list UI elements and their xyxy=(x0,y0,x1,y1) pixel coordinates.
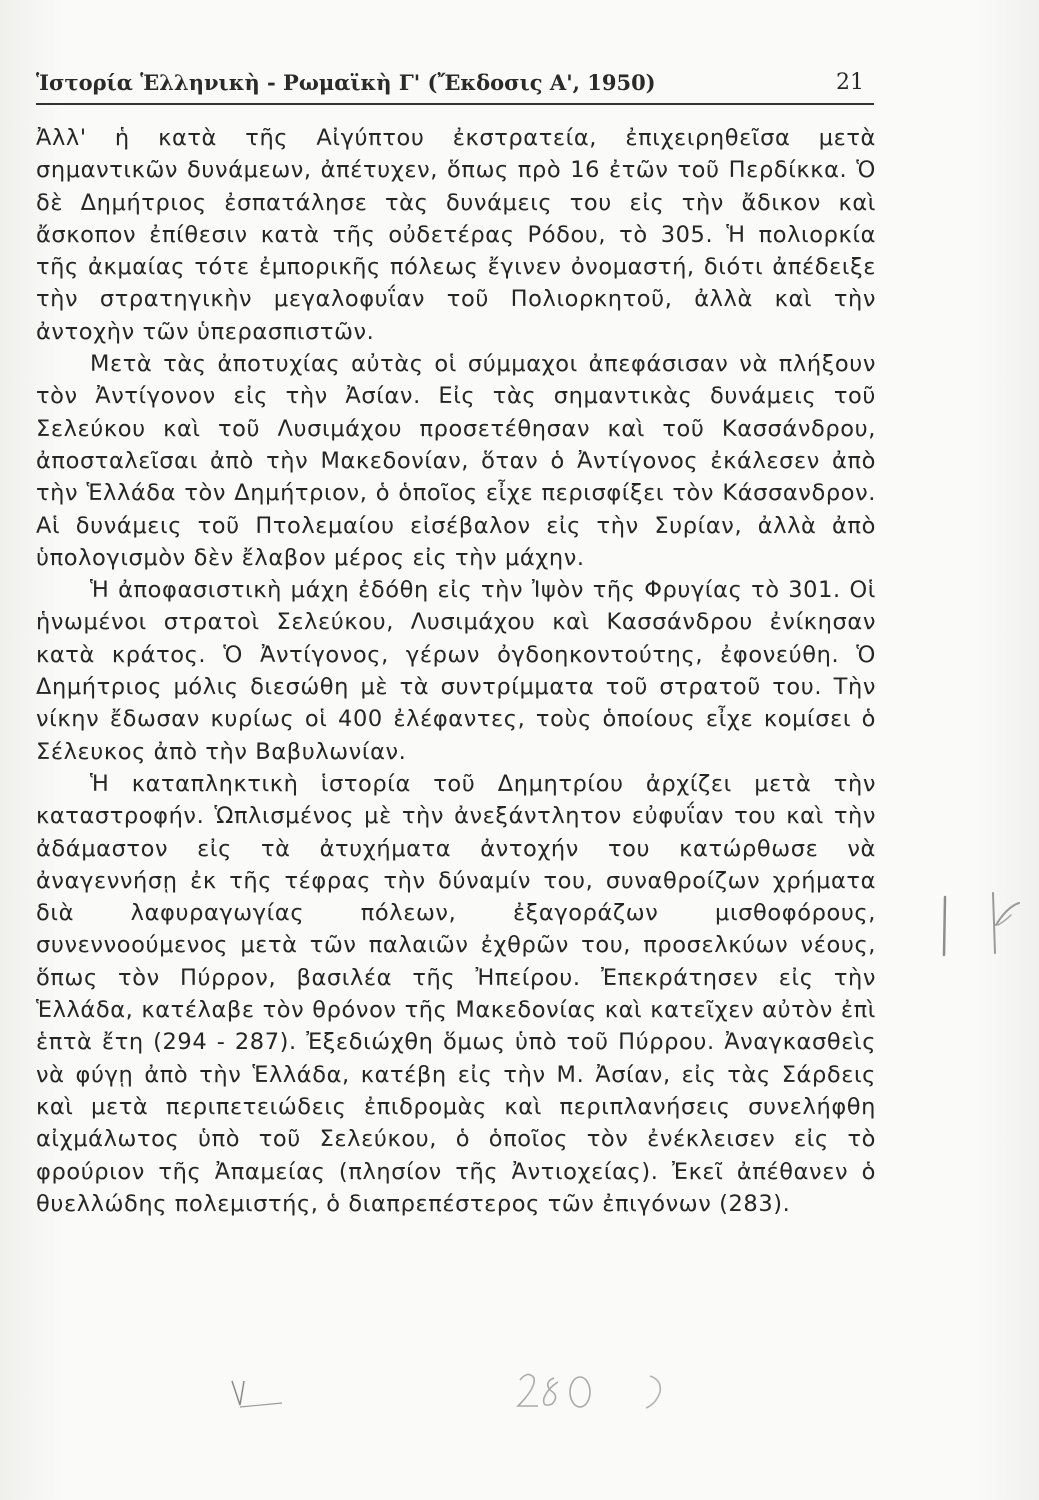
paragraph-3: Ἡ ἀποφασιστικὴ μάχη ἐδόθη εἰς τὴν Ἰψὸν τῆς Φρυγίας τὸ 301. Οἱ ἡνωμένοι στρατοὶ Σελεύκου, Λυσιμάχου καὶ Κασσάνδρου ἐνίκησαν κατὰ κράτος. Ὁ Ἀντίγονος, γέρων ὀγδοηκοντούτης, ἐφονεύθη. Ὁ Δημήτριος μόλις διεσώθη μὲ τὰ συντρίμματα τοῦ στρατοῦ του. Τὴν νίκην ἔδωσαν κυρίως οἱ 400 ἐλέφαντες, τοὺς ὁποίους εἶχε κομίσει ὁ Σέλευκος ἀπὸ τὴν Βαβυλωνίαν. xyxy=(36,577,876,765)
bottom-pencil-mark xyxy=(500,1362,680,1422)
paragraph-4: Ἡ καταπληκτικὴ ἱστορία τοῦ Δημητρίου ἀρχίζει μετὰ τὴν καταστροφήν. Ὡπλισμένος μὲ τὴν ἀνεξάντλητον εὐφυΐαν του καὶ τὴν ἀδάμαστον εἰς τὰ ἀτυχήματα ἀντοχήν του κατώρθωσε νὰ ἀναγεννήσῃ ἐκ τῆς τέφρας τὴν δύναμίν του, συναθροίζων χρήματα διὰ λαφυραγωγίας πόλεων, ἐξαγοράζων μισθοφόρους, συνεννοούμενος μετὰ τῶν παλαιῶν ἐχθρῶν του, προσελκύων νέους, ὅπως τὸν Πύρρον, βασιλέα τῆς Ἠπείρου. Ἐπεκράτησεν εἰς τὴν Ἑλλάδα, κατέλαβε τὸν θρόνον τῆς Μακεδονίας καὶ κατεῖχεν αὐτὸν ἐπὶ ἑπτὰ ἔτη (294 - 287). Ἐξεδιώχθη ὅμως ὑπὸ τοῦ Πύρρου. Ἀναγκασθεὶς νὰ φύγῃ ἀπὸ τὴν Ἑλλάδα, κατέβη εἰς τὴν Μ. Ἀσίαν, εἰς τὰς Σάρδεις καὶ μετὰ περιπετειώδεις ἐπιδρομὰς καὶ περιπλανήσεις συνελήφθη αἰχμάλωτος ὑπὸ τοῦ Σελεύκου, ὁ ὁποῖος τὸν ἐνέκλεισεν εἰς τὸ φρούριον τῆς Ἀπαμείας (πλησίον τῆς Ἀντιοχείας). Ἐκεῖ ἀπέθανεν ὁ θυελλώδης πολεμιστής, ὁ διαπρεπέστερος τῶν ἐπιγόνων (283). xyxy=(36,770,876,1217)
paragraph-2: Μετὰ τὰς ἀποτυχίας αὐτὰς οἱ σύμμαχοι ἀπεφάσισαν νὰ πλήξουν τὸν Ἀντίγονον εἰς τὴν Ἀσίαν. Εἰς τὰς σημαντικὰς δυνάμεις τοῦ Σελεύκου καὶ τοῦ Λυσιμάχου προσετέθησαν καὶ τοῦ Κασσάνδρου, ἀποσταλεῖσαι ἀπὸ τὴν Μακεδονίαν, ὅταν ὁ Ἀντίγονος ἐκάλεσεν ἀπὸ τὴν Ἑλλάδα τὸν Δημήτριον, ὁ ὁποῖος εἶχε περισφίξει τὸν Κάσσανδρον. Αἱ δυνάμεις τοῦ Πτολεμαίου εἰσέβαλον εἰς τὴν Συρίαν, ἀλλὰ ἀπὸ ὑπολογισμὸν δὲν ἔλαβον μέρος εἰς τὴν μάχην. xyxy=(36,351,876,571)
page-number: 21 xyxy=(836,70,864,95)
running-header xyxy=(36,70,874,105)
body-text xyxy=(36,122,876,1220)
paragraph-1: Ἀλλ' ἡ κατὰ τῆς Αἰγύπτου ἐκστρατεία, ἐπιχειρηθεῖσα μετὰ σημαντικῶν δυνάμεων, ἀπέτυχεν, ὅπως πρὸ 16 ἐτῶν τοῦ Περδίκκα. Ὁ δὲ Δημήτριος ἐσπατάλησε τὰς δυνάμεις του εἰς τὴν ἄδικον καὶ ἄσκοπον ἐπίθεσιν κατὰ τῆς οὐδετέρας Ρόδου, τὸ 305. Ἡ πολιορκία τῆς ἀκμαίας τότε ἐμπορικῆς πόλεως ἔγινεν ὀνομαστή, διότι ἀπέδειξε τὴν στρατηγικὴν μεγαλοφυΐαν τοῦ Πολιορκητοῦ, ἀλλὰ καὶ τὴν ἀντοχὴν τῶν ὑπερασπιστῶν. xyxy=(36,125,876,345)
book-title: Ἱστορία Ἑλληνικὴ - Ρωμαϊκὴ Γ' (Ἔκδοσις Α', 1950) xyxy=(36,70,656,95)
margin-pencil-mark xyxy=(935,885,1025,965)
end-check-mark xyxy=(228,1375,288,1415)
